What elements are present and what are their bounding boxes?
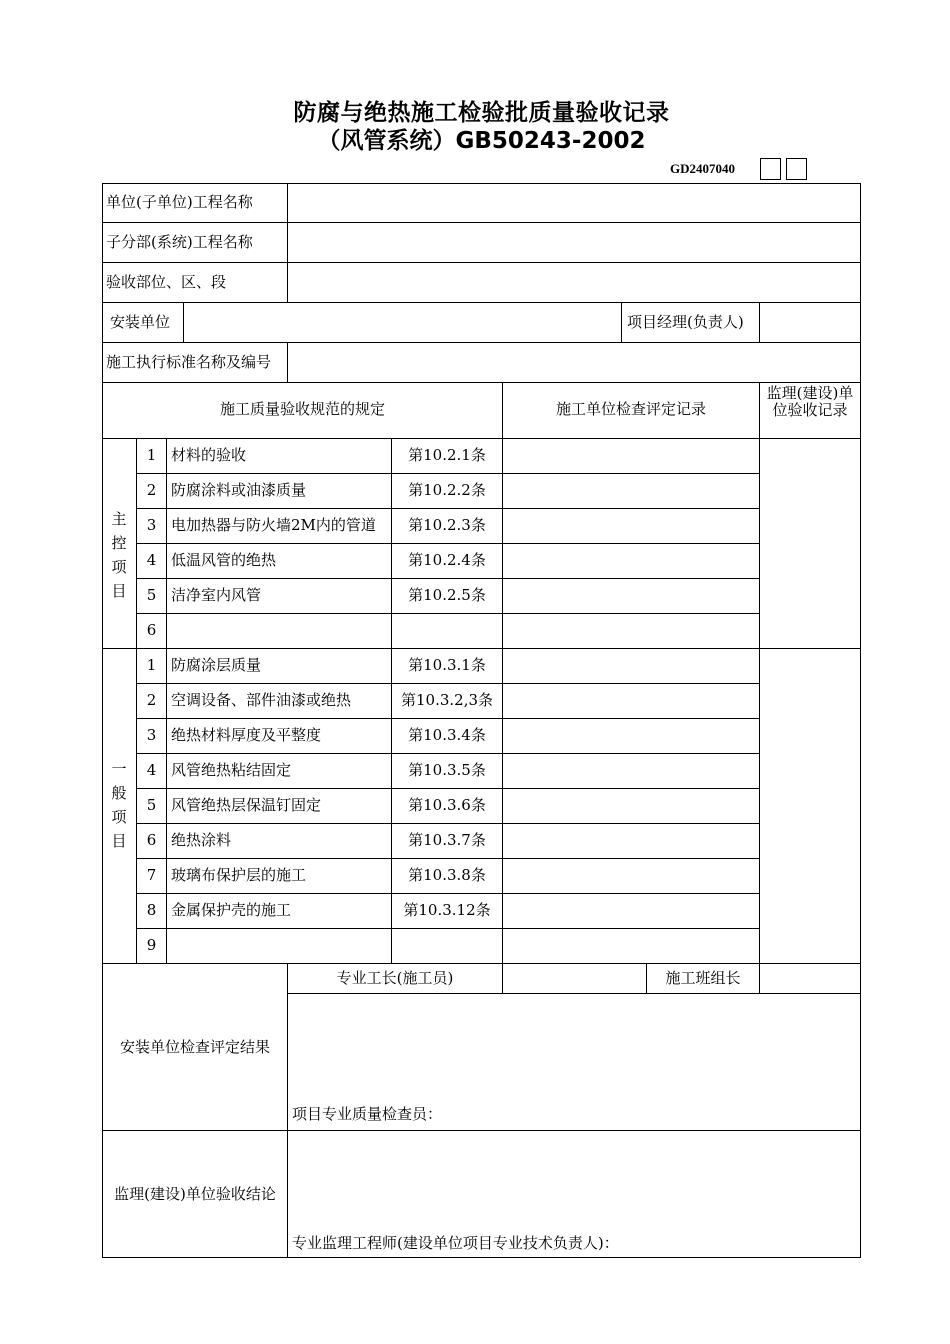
- item-description: 风管绝热层保温钉固定: [171, 796, 322, 814]
- item-clause: 第10.3.7条: [408, 831, 486, 849]
- item-description: 绝热材料厚度及平整度: [171, 726, 322, 744]
- check-record-cell[interactable]: [503, 719, 759, 753]
- item-description: 风管绝热粘结固定: [171, 761, 292, 779]
- check-record-cell[interactable]: [503, 789, 759, 823]
- check-record-cell[interactable]: [503, 894, 759, 928]
- form-title: 防腐与绝热施工检验批质量验收记录: [293, 100, 670, 126]
- team-leader-label: 施工班组长: [665, 969, 741, 987]
- check-record-cell[interactable]: [503, 824, 759, 858]
- check-record-cell[interactable]: [503, 929, 759, 963]
- item-clause: 第10.3.6条: [408, 796, 486, 814]
- item-description: 绝热涂料: [171, 831, 232, 849]
- form-subtitle: （风管系统）GB50243-2002: [317, 128, 646, 154]
- supervision-conclusion-label: 监理(建设)单位验收结论: [114, 1185, 276, 1203]
- item-description: 材料的验收: [171, 446, 247, 464]
- item-number: 5: [146, 796, 157, 814]
- item-number: 5: [146, 586, 157, 604]
- item-description: 玻璃布保护层的施工: [171, 866, 307, 884]
- item-clause: 第10.3.12条: [403, 901, 491, 919]
- general-items-label: 一 般 项 目: [111, 760, 127, 850]
- record-column-header: 施工单位检查评定记录: [555, 400, 706, 418]
- item-number: 3: [146, 516, 157, 534]
- item-number: 6: [146, 831, 157, 849]
- install-unit-label: 安装单位: [110, 313, 171, 331]
- item-clause: 第10.3.1条: [408, 656, 486, 674]
- unit-project-label: 单位(子单位)工程名称: [106, 193, 253, 211]
- check-record-cell[interactable]: [503, 614, 759, 648]
- item-description: 洁净室内风管: [171, 586, 262, 604]
- item-number: 2: [146, 691, 157, 709]
- foreman-label: 专业工长(施工员): [336, 969, 454, 987]
- spec-column-header: 施工质量验收规范的规定: [219, 400, 385, 418]
- item-clause: 第10.3.5条: [408, 761, 486, 779]
- code-box-1[interactable]: [760, 158, 781, 180]
- check-record-cell[interactable]: [503, 579, 759, 613]
- item-description: 空调设备、部件油漆或绝热: [171, 691, 352, 709]
- standard-label: 施工执行标准名称及编号: [106, 353, 272, 371]
- check-record-cell[interactable]: [503, 439, 759, 473]
- item-number: 2: [146, 481, 157, 499]
- item-description: 电加热器与防火墙2M内的管道: [171, 516, 376, 534]
- item-clause: 第10.2.5条: [408, 586, 486, 604]
- inspection-part-label: 验收部位、区、段: [106, 273, 227, 291]
- item-clause: 第10.2.2条: [408, 481, 486, 499]
- check-record-cell[interactable]: [503, 859, 759, 893]
- form-code: GD2407040: [670, 161, 735, 176]
- item-description: 金属保护壳的施工: [171, 901, 292, 919]
- check-record-cell[interactable]: [503, 684, 759, 718]
- code-box-2[interactable]: [786, 158, 807, 180]
- check-record-cell[interactable]: [503, 544, 759, 578]
- item-number: 4: [146, 761, 157, 779]
- item-number: 1: [146, 446, 157, 464]
- supervisor-column-header: 监理(建设)单位验收记录: [766, 384, 854, 419]
- item-clause: 第10.3.4条: [408, 726, 486, 744]
- check-record-cell[interactable]: [503, 509, 759, 543]
- check-record-cell[interactable]: [503, 649, 759, 683]
- main-items-label: 主 控 项 目: [111, 510, 127, 600]
- supervision-engineer-label: 专业监理工程师(建设单位项目专业技术负责人)：: [292, 1234, 619, 1252]
- item-description: 低温风管的绝热: [171, 551, 277, 569]
- item-clause: 第10.2.3条: [408, 516, 486, 534]
- item-number: 9: [146, 936, 157, 954]
- item-clause: 第10.3.8条: [408, 866, 486, 884]
- item-number: 6: [146, 621, 157, 639]
- item-clause: 第10.3.2,3条: [400, 691, 494, 709]
- check-record-cell[interactable]: [503, 474, 759, 508]
- project-manager-label: 项目经理(负责人): [627, 313, 744, 331]
- item-clause: 第10.2.1条: [408, 446, 486, 464]
- sub-project-label: 子分部(系统)工程名称: [106, 233, 253, 251]
- item-number: 3: [146, 726, 157, 744]
- item-number: 7: [146, 866, 157, 884]
- check-record-cell[interactable]: [503, 754, 759, 788]
- item-number: 8: [146, 901, 157, 919]
- item-description: 防腐涂料或油漆质量: [171, 481, 307, 499]
- quality-inspector-label: 项目专业质量检查员：: [292, 1105, 443, 1123]
- item-description: 防腐涂层质量: [171, 656, 262, 674]
- item-clause: 第10.2.4条: [408, 551, 486, 569]
- install-result-label: 安装单位检查评定结果: [119, 1038, 270, 1056]
- item-number: 4: [146, 551, 157, 569]
- item-number: 1: [146, 656, 157, 674]
